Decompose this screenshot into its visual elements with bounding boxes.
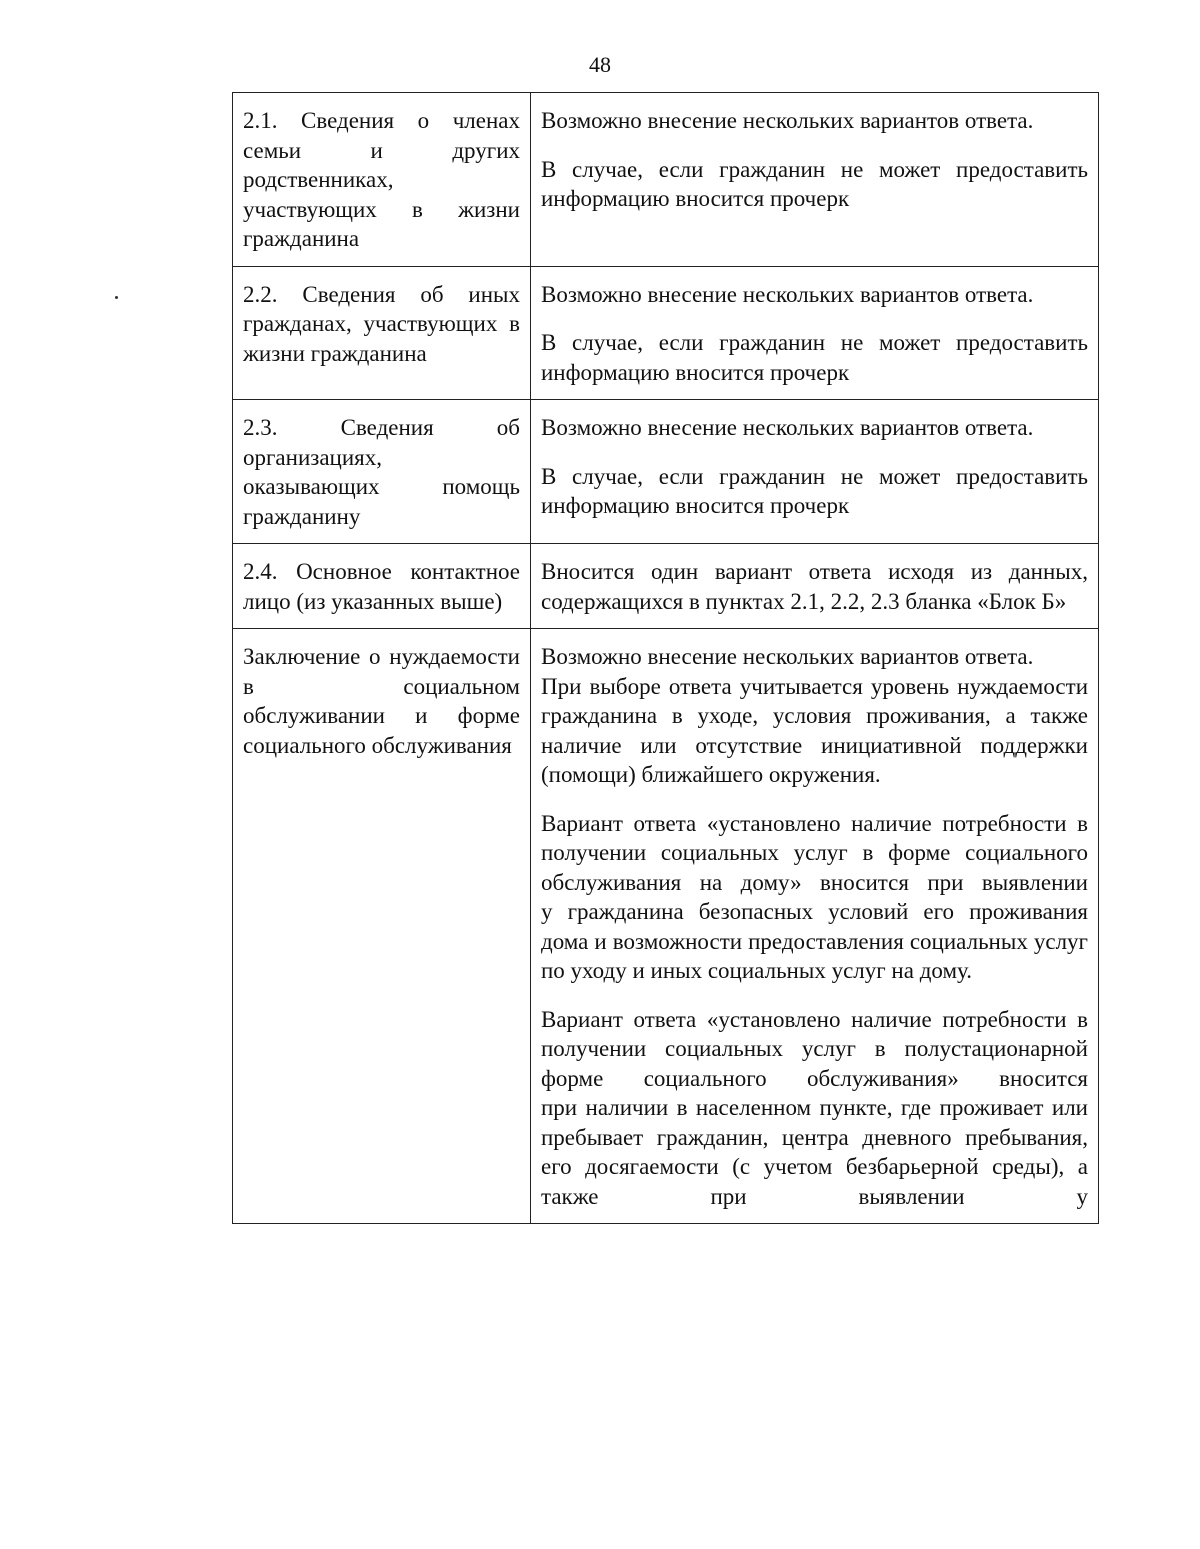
rule-text: В случае, если гражданин не может предоставить информацию вносится прочерк	[541, 330, 1088, 385]
field-rule-cell	[531, 93, 1099, 267]
table-row	[233, 400, 1099, 544]
rule-text: Вносится один вариант ответа исходя из данных, содержащихся в пунктах 2.1, 2.2, 2.3 бланка «Блок Б»	[541, 559, 1088, 614]
field-label: 2.1. Сведения о членах семьи и других родственниках, участвующих в жизни гражданина	[243, 108, 520, 251]
rule-text: Вариант ответа «установлено наличие потребности в получении социальных услуг в форме социального обслуживания на дому» вносится при выявлении	[541, 810, 1088, 895]
field-rule-cell	[531, 266, 1099, 400]
rule-text: Возможно внесение нескольких вариантов ответа.	[541, 415, 1034, 440]
rule-text: Возможно внесение нескольких вариантов ответа.	[541, 644, 1034, 669]
rule-text: В случае, если гражданин не может предоставить информацию вносится прочерк	[541, 463, 1088, 518]
page-number: 48	[589, 52, 611, 77]
rule-text: у гражданина безопасных условий его проживания дома и возможности предоставления социальных услуг	[541, 899, 1088, 954]
requirements-table	[232, 92, 1099, 1224]
scan-speck	[115, 296, 118, 299]
field-label: 2.2. Сведения об иных гражданах, участвующих в жизни гражданина	[243, 281, 520, 366]
field-label: 2.4. Основное контактное лицо (из указанных выше)	[243, 559, 520, 614]
table-row	[233, 93, 1099, 267]
rule-text: В случае, если гражданин не может предоставить информацию вносится прочерк	[541, 156, 1088, 211]
field-label: Заключение о нуждаемости в социальном обслуживании и форме социального обслуживания	[243, 644, 520, 758]
field-rule-cell	[531, 629, 1099, 1224]
field-label-cell	[233, 266, 531, 400]
field-label-cell	[233, 629, 531, 1224]
table-row	[233, 544, 1099, 629]
table-row	[233, 266, 1099, 400]
field-label: 2.3. Сведения об организациях, оказывающих помощь гражданину	[243, 415, 520, 529]
rule-text: при наличии в населенном пункте, где проживает или пребывает гражданин, центра дневного пребывания, его досягаемости (с учетом безбарьерной среды), а также при выявлении у	[541, 1095, 1088, 1209]
field-label-cell	[233, 544, 531, 629]
field-label-cell	[233, 400, 531, 544]
rule-text: Вариант ответа «установлено наличие потребности в получении социальных услуг в полустационарной форме социального обслуживания» вносится	[541, 1006, 1088, 1091]
field-rule-cell	[531, 544, 1099, 629]
field-label-cell	[233, 93, 531, 267]
table-row	[233, 629, 1099, 1224]
rule-text: Возможно внесение нескольких вариантов ответа.	[541, 281, 1034, 307]
field-rule-cell	[531, 400, 1099, 544]
rule-text: При выборе ответа учитывается уровень нуждаемости гражданина в уходе, условия проживания, а также наличие или отсутствие инициативной поддержки (помощи) ближайшего окружения.	[541, 673, 1088, 787]
rule-text: по уходу и иных социальных услуг на дому.	[541, 958, 972, 983]
rule-text: Возможно внесение нескольких вариантов ответа.	[541, 108, 1034, 133]
